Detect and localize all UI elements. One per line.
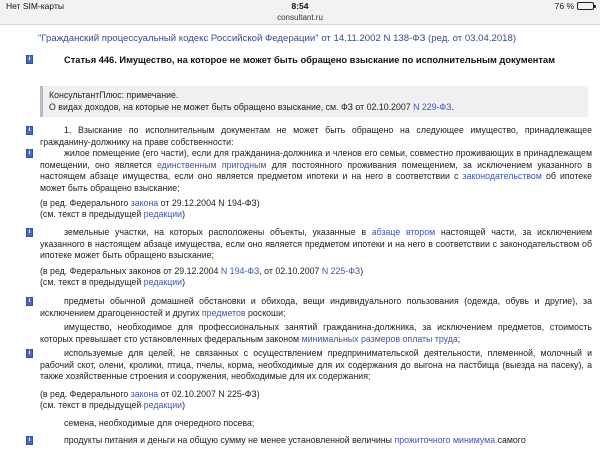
paragraph-housing xyxy=(40,148,592,194)
document-name: "Гражданский процессуальный кодекс Российской Федерации" xyxy=(38,33,319,44)
text: (см. текст в предыдущей xyxy=(40,277,144,287)
text: продукты питания и деньги на общую сумму не менее установленной величины xyxy=(64,435,395,445)
edition-note-3 xyxy=(40,389,592,401)
paragraph-land xyxy=(40,227,592,262)
link-law-225[interactable]: N 225-ФЗ xyxy=(321,266,361,276)
article-heading: Статья 446. Имущество, на которое не может быть обращено взыскание по исполнительным документам xyxy=(64,55,555,65)
note-law-link[interactable]: N 229-ФЗ xyxy=(413,102,452,112)
info-marker-icon[interactable]: i xyxy=(26,149,33,158)
document-date: от 14.11.2002 xyxy=(321,33,381,44)
info-marker-icon[interactable]: i xyxy=(26,436,33,445)
previous-edition-1 xyxy=(40,209,592,221)
link-previous-edition[interactable]: редакции xyxy=(143,400,183,410)
paragraph-professional xyxy=(40,322,592,345)
text: , от 02.10.2007 xyxy=(259,266,322,276)
document-title[interactable] xyxy=(38,33,516,44)
text: от 02.10.2007 N 225-ФЗ) xyxy=(158,389,260,399)
note-body: О видах доходов, на которые не может быть обращено взыскание, см. ФЗ от 02.10.2007 xyxy=(49,102,411,112)
info-marker-icon[interactable]: i xyxy=(26,349,33,358)
url-text: consultant.ru xyxy=(277,13,323,22)
text: (см. текст в предыдущей xyxy=(40,400,144,410)
text: (в ред. Федеральных законов от 29.12.2004 xyxy=(40,266,221,276)
status-time: 8:54 xyxy=(291,1,309,11)
battery-percent: 76 % xyxy=(554,1,574,11)
note-end: . xyxy=(451,102,454,112)
text: ; xyxy=(457,333,461,344)
info-marker-icon[interactable]: i xyxy=(26,228,33,237)
note-title: КонсультантПлюс: примечание. xyxy=(49,90,179,100)
document-number: N 138-ФЗ xyxy=(383,33,426,44)
text: об ипотеке может быть обращено взыскание; xyxy=(40,171,592,193)
paragraph-seeds: семена, необходимые для очередного посева; xyxy=(64,418,255,428)
link-legislation[interactable]: законодательством xyxy=(462,171,542,182)
edition-note-2 xyxy=(40,266,592,278)
link-subsistence-minimum[interactable]: прожиточного минимума xyxy=(394,435,496,445)
link-paragraph-two[interactable]: абзаце втором xyxy=(371,227,436,237)
link-law[interactable]: закона xyxy=(130,389,159,399)
edition-note-1 xyxy=(40,198,592,210)
battery-icon xyxy=(577,2,594,10)
text: роскоши; xyxy=(245,307,286,318)
status-bar xyxy=(0,0,600,13)
text: (в ред. Федерального xyxy=(40,389,131,399)
text: предметы обычной домашней обстановки и обихода, вещи индивидуального пользования (одежда, обувь и другие), за исключением драгоценностей и других xyxy=(40,296,592,318)
text: самого xyxy=(495,435,526,445)
text: от 29.12.2004 N 194-ФЗ) xyxy=(158,198,260,208)
text: ) xyxy=(182,400,186,410)
note-text xyxy=(49,101,582,113)
link-previous-edition[interactable]: редакции xyxy=(143,277,183,287)
link-only-suitable[interactable]: единственным пригодным xyxy=(156,159,267,170)
link-previous-edition[interactable]: редакции xyxy=(143,209,183,219)
text: настоящей части, за исключением указанного в настоящем абзаце имущества, если оно является предметом ипотеки и на него в соответствии с законодательством об ипотеке может быть обращено взыскание; xyxy=(40,227,593,261)
paragraph-1: 1. Взыскание по исполнительным документам не может быть обращено на следующее имущество, принадлежащее гражданину-должнику на праве собственности: xyxy=(40,125,592,147)
text: для постоянного проживания помещением, за исключением указанного в настоящем абзаце имущества, если оно является предметом ипотеки и на него в соответствии с xyxy=(40,159,592,182)
link-law-194[interactable]: N 194-ФЗ xyxy=(220,266,260,276)
paragraph-household xyxy=(40,296,592,319)
text: имущество, необходимое для профессиональных занятий гражданина-должника, за исключением предметов, стоимость которых превышает сто установленных федеральным законом xyxy=(40,322,592,344)
previous-edition-2 xyxy=(40,277,592,289)
paragraph-food xyxy=(40,435,592,447)
battery-indicator xyxy=(555,1,594,11)
text: ) xyxy=(182,277,186,287)
text: (см. текст в предыдущей xyxy=(40,209,144,219)
consultant-note xyxy=(40,86,588,117)
text: ) xyxy=(182,209,186,219)
text: ) xyxy=(360,266,364,276)
info-marker-icon[interactable]: i xyxy=(26,126,33,135)
text: земельные участки, на которых расположены объекты, указанные в xyxy=(64,227,372,237)
link-law[interactable]: закона xyxy=(130,198,159,208)
link-minimum-wage[interactable]: минимальных размеров оплаты труда xyxy=(301,333,458,344)
text: (в ред. Федерального xyxy=(40,198,131,208)
document-edition: (ред. от 03.04.2018) xyxy=(428,33,517,44)
address-bar[interactable] xyxy=(0,13,600,25)
previous-edition-3 xyxy=(40,400,592,412)
carrier-label: Нет SIM-карты xyxy=(6,1,64,11)
info-marker-icon[interactable]: i xyxy=(26,55,33,64)
paragraph-livestock: используемые для целей, не связанных с осуществлением предпринимательской деятельности, племенной, молочный и рабочий скот, олени, кролики, птица, пчелы, корма, необходимые для их содержания до выгона на пастбища (выезда на пасеку), а также хозяйственные строения и сооружения, необходимые для их содержания; xyxy=(40,348,592,382)
link-items[interactable]: предметов xyxy=(201,307,246,318)
info-marker-icon[interactable]: i xyxy=(26,297,33,306)
text: жилое помещение (его части), если для гражданина-должника и членов его семьи, совместно проживающих в принадлежащем помещении, оно является xyxy=(40,148,592,170)
